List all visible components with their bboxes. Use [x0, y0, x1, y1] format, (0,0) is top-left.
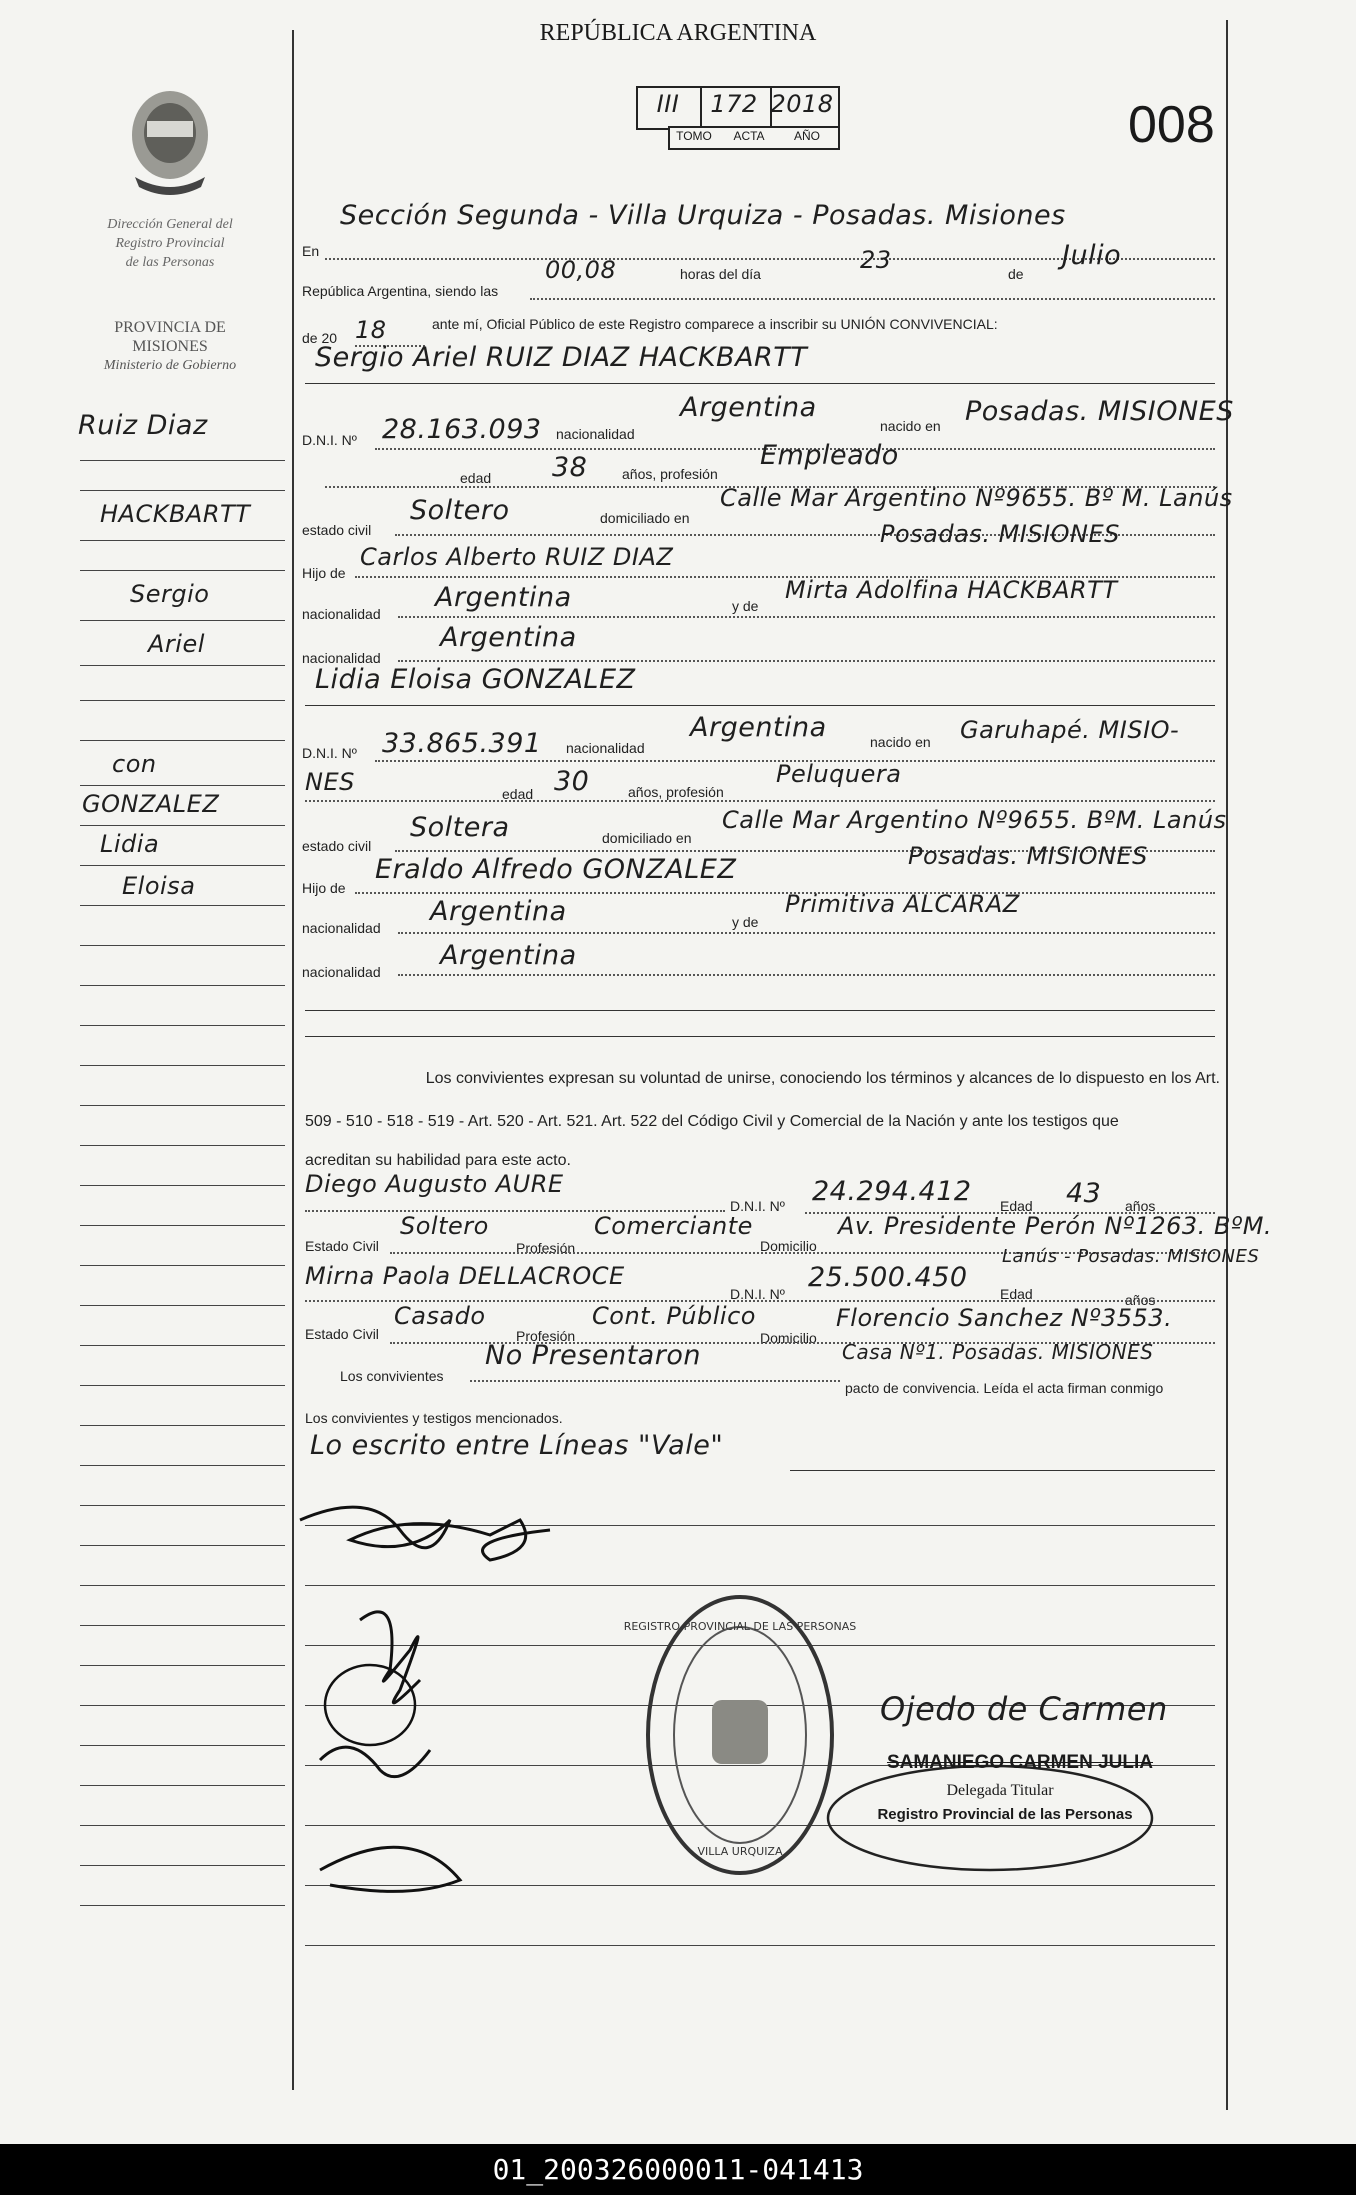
person1-profesion: Empleado: [760, 440, 899, 471]
margin-name2-line2: Lidia: [100, 830, 160, 858]
margin-name1-line2: HACKBARTT: [100, 500, 251, 528]
convivientes-signatures: [290, 1480, 610, 1940]
witness1-estado-civil: Soltero: [400, 1212, 489, 1240]
label-de-mes: de: [1008, 266, 1024, 282]
witness1-domicilio-line2: Lanús - Posadas. MISIONES: [1002, 1246, 1260, 1267]
person1-label-nacionalidad: nacionalidad: [556, 426, 635, 442]
person2-profesion: Peluquera: [776, 760, 902, 788]
anio-value: 2018: [770, 90, 834, 118]
person2-nacido-en-line2: NES: [305, 768, 355, 796]
person1-madre-nacionalidad: Argentina: [440, 622, 577, 653]
enmienda-text: Lo escrito entre Líneas "Vale": [310, 1430, 724, 1461]
agency-name: Dirección General del Registro Provincial de las Personas: [107, 217, 233, 270]
official-office: Registro Provincial de las Personas: [877, 1806, 1133, 1823]
label-republica-siendo: República Argentina, siendo las: [302, 283, 499, 299]
anio-suffix-value: 18: [355, 316, 387, 344]
witness1-label-estado-civil: Estado Civil: [305, 1238, 379, 1254]
person2-padre-nacionalidad: Argentina: [430, 896, 567, 927]
label-horas-del-dia: horas del día: [680, 266, 761, 282]
margin-con: con: [112, 750, 157, 778]
person1-label-anos-profesion: años, profesión: [622, 466, 718, 482]
anio-label: AÑO: [793, 129, 820, 143]
witness2-profesion: Cont. Público: [592, 1302, 756, 1330]
person2-domicilio-line1: Calle Mar Argentino Nº9655. BºM. Lanús: [722, 806, 1227, 834]
person1-nacionalidad: Argentina: [680, 392, 817, 423]
person1-nombre: Sergio Ariel RUIZ DIAZ HACKBARTT: [315, 342, 808, 373]
person1-label-dni: D.N.I. Nº: [302, 432, 357, 448]
person1-madre: Mirta Adolfina HACKBARTT: [785, 576, 1118, 604]
official-title: Delegada Titular: [946, 1782, 1054, 1799]
person2-label-madre-nacionalidad: nacionalidad: [302, 964, 381, 980]
statement-line2: 509 - 510 - 518 - 519 - Art. 520 - Art. 521. Art. 522 del Código Civil y Comercial de la Nación y ante los testigos que: [305, 1113, 1119, 1130]
witness1-label-edad: Edad: [1000, 1198, 1033, 1214]
person1-label-madre-nacionalidad: nacionalidad: [302, 650, 381, 666]
witness1-label-domicilio: Domicilio: [760, 1238, 817, 1254]
witness2-domicilio-line2: Casa Nº1. Posadas. MISIONES: [842, 1340, 1154, 1364]
person2-madre-nacionalidad: Argentina: [440, 940, 577, 971]
witness2-label-estado-civil: Estado Civil: [305, 1326, 379, 1342]
label-ante-mi: ante mí, Oficial Público de este Registro comparece a inscribir su UNIÓN CONVIVENCIAL:: [432, 316, 998, 332]
witness1-label-profesion: Profesión: [516, 1240, 576, 1256]
coat-of-arms-logo: [125, 85, 215, 200]
seccion-value: Sección Segunda - Villa Urquiza - Posadas. Misiones: [340, 200, 1066, 231]
acta-label: ACTA: [733, 129, 765, 143]
person2-dni: 33.865.391: [382, 728, 542, 759]
person2-label-edad: edad: [502, 786, 534, 802]
person2-label-estado-civil: estado civil: [302, 838, 372, 854]
hora-value: 00,08: [545, 256, 617, 284]
dia-value: 23: [860, 246, 892, 274]
person1-label-y-de: y de: [732, 598, 759, 614]
person1-dni: 28.163.093: [382, 414, 542, 445]
margin-name2-line1: GONZALEZ: [82, 790, 220, 818]
country-heading: REPÚBLICA ARGENTINA: [539, 20, 817, 46]
person2-estado-civil: Soltera: [410, 812, 510, 843]
person2-label-dni: D.N.I. Nº: [302, 745, 357, 761]
person2-label-y-de: y de: [732, 914, 759, 930]
person2-nombre: Lidia Eloisa GONZALEZ: [315, 664, 636, 695]
person2-edad: 30: [554, 766, 590, 797]
witness1-dni: 24.294.412: [812, 1176, 972, 1207]
statement-line3: acreditan su habilidad para este acto.: [305, 1152, 571, 1169]
witness2-nombre: Mirna Paola DELLACROCE: [305, 1262, 625, 1290]
person2-domicilio-line2: Posadas. MISIONES: [908, 842, 1148, 870]
statement-line1: Los convivientes expresan su voluntad de unirse, conociendo los términos y alcances de lo dispuesto en los Art.: [425, 1070, 1220, 1087]
margin-name1-line4: Ariel: [148, 630, 205, 658]
margin-name1-line3: Sergio: [130, 580, 210, 608]
person2-label-padre-nacionalidad: nacionalidad: [302, 920, 381, 936]
person1-label-padre-nacionalidad: nacionalidad: [302, 606, 381, 622]
person1-label-edad: edad: [460, 470, 492, 486]
person2-label-hijo-de: Hijo de: [302, 880, 346, 896]
person1-edad: 38: [552, 452, 588, 483]
witness1-profesion: Comerciante: [594, 1212, 753, 1240]
person2-madre: Primitiva ALCARAZ: [785, 890, 1020, 918]
right-margin-border: [1226, 20, 1228, 2110]
acta-value: 172: [710, 90, 758, 118]
pacto-value: No Presentaron: [485, 1340, 701, 1371]
svg-text:REGISTRO PROVINCIAL DE LAS PER: REGISTRO PROVINCIAL DE LAS PERSONAS: [623, 1620, 857, 1633]
province-name: PROVINCIA DE MISIONES Ministerio de Gobierno: [103, 319, 237, 373]
witness2-dni: 25.500.450: [808, 1262, 968, 1293]
margin-name1-line1: Ruiz Diaz: [78, 410, 208, 441]
tomo-label: TOMO: [676, 129, 712, 143]
margin-name2-line3: Eloisa: [122, 872, 196, 900]
person2-label-nacionalidad: nacionalidad: [566, 740, 645, 756]
person1-label-domiciliado: domiciliado en: [600, 510, 690, 526]
person2-nacionalidad: Argentina: [690, 712, 827, 743]
label-mencionados: Los convivientes y testigos mencionados.: [305, 1410, 563, 1426]
witness1-domicilio-line1: Av. Presidente Perón Nº1263. BºM.: [838, 1212, 1273, 1240]
witness2-estado-civil: Casado: [394, 1302, 486, 1330]
person2-padre: Eraldo Alfredo GONZALEZ: [375, 854, 737, 885]
witness2-label-anos: años: [1125, 1292, 1156, 1308]
official-name: SAMANIEGO CARMEN JULIA: [886, 1752, 1153, 1773]
witness1-edad: 43: [1066, 1178, 1102, 1209]
registry-seal: [623, 1590, 857, 1880]
person2-label-nacido-en: nacido en: [870, 734, 931, 750]
scan-id-footer: 01_200326000011-041413: [0, 2144, 1356, 2195]
official-signature: Ojedo de Carmen: [880, 1690, 1168, 1728]
tomo-value: III: [656, 90, 680, 118]
person1-estado-civil: Soltero: [410, 495, 510, 526]
label-en: En: [302, 243, 320, 259]
person2-label-anos-profesion: años, profesión: [628, 784, 724, 800]
witness1-label-dni: D.N.I. Nº: [730, 1198, 785, 1214]
person1-padre: Carlos Alberto RUIZ DIAZ: [360, 543, 674, 571]
svg-text:VILLA URQUIZA: VILLA URQUIZA: [697, 1845, 783, 1858]
witness1-label-anos: años: [1125, 1198, 1156, 1214]
person1-padre-nacionalidad: Argentina: [435, 582, 572, 613]
person1-domicilio-line2: Posadas. MISIONES: [880, 520, 1120, 548]
witness1-nombre: Diego Augusto AURE: [305, 1170, 564, 1198]
person1-domicilio-line1: Calle Mar Argentino Nº9655. Bº M. Lanús: [720, 484, 1233, 512]
witness2-domicilio-line1: Florencio Sanchez Nº3553.: [836, 1304, 1173, 1332]
witness2-label-dni: D.N.I. Nº: [730, 1286, 785, 1302]
person1-label-nacido-en: nacido en: [880, 418, 941, 434]
witness2-label-domicilio: Domicilio: [760, 1330, 817, 1346]
witness2-label-edad: Edad: [1000, 1286, 1033, 1302]
person1-label-hijo-de: Hijo de: [302, 565, 346, 581]
label-pacto: pacto de convivencia. Leída el acta firman conmigo: [845, 1380, 1164, 1396]
label-de-20: de 20: [302, 330, 338, 346]
person2-label-domiciliado: domiciliado en: [602, 830, 692, 846]
person2-nacido-en-line1: Garuhapé. MISIO-: [960, 716, 1180, 744]
page-number: 008: [1128, 96, 1215, 154]
label-los-convivientes: Los convivientes: [340, 1368, 444, 1384]
mes-value: Julio: [1062, 240, 1122, 271]
witness2-label-profesion: Profesión: [516, 1328, 576, 1344]
person1-label-estado-civil: estado civil: [302, 522, 372, 538]
person1-nacido-en: Posadas. MISIONES: [965, 396, 1234, 427]
